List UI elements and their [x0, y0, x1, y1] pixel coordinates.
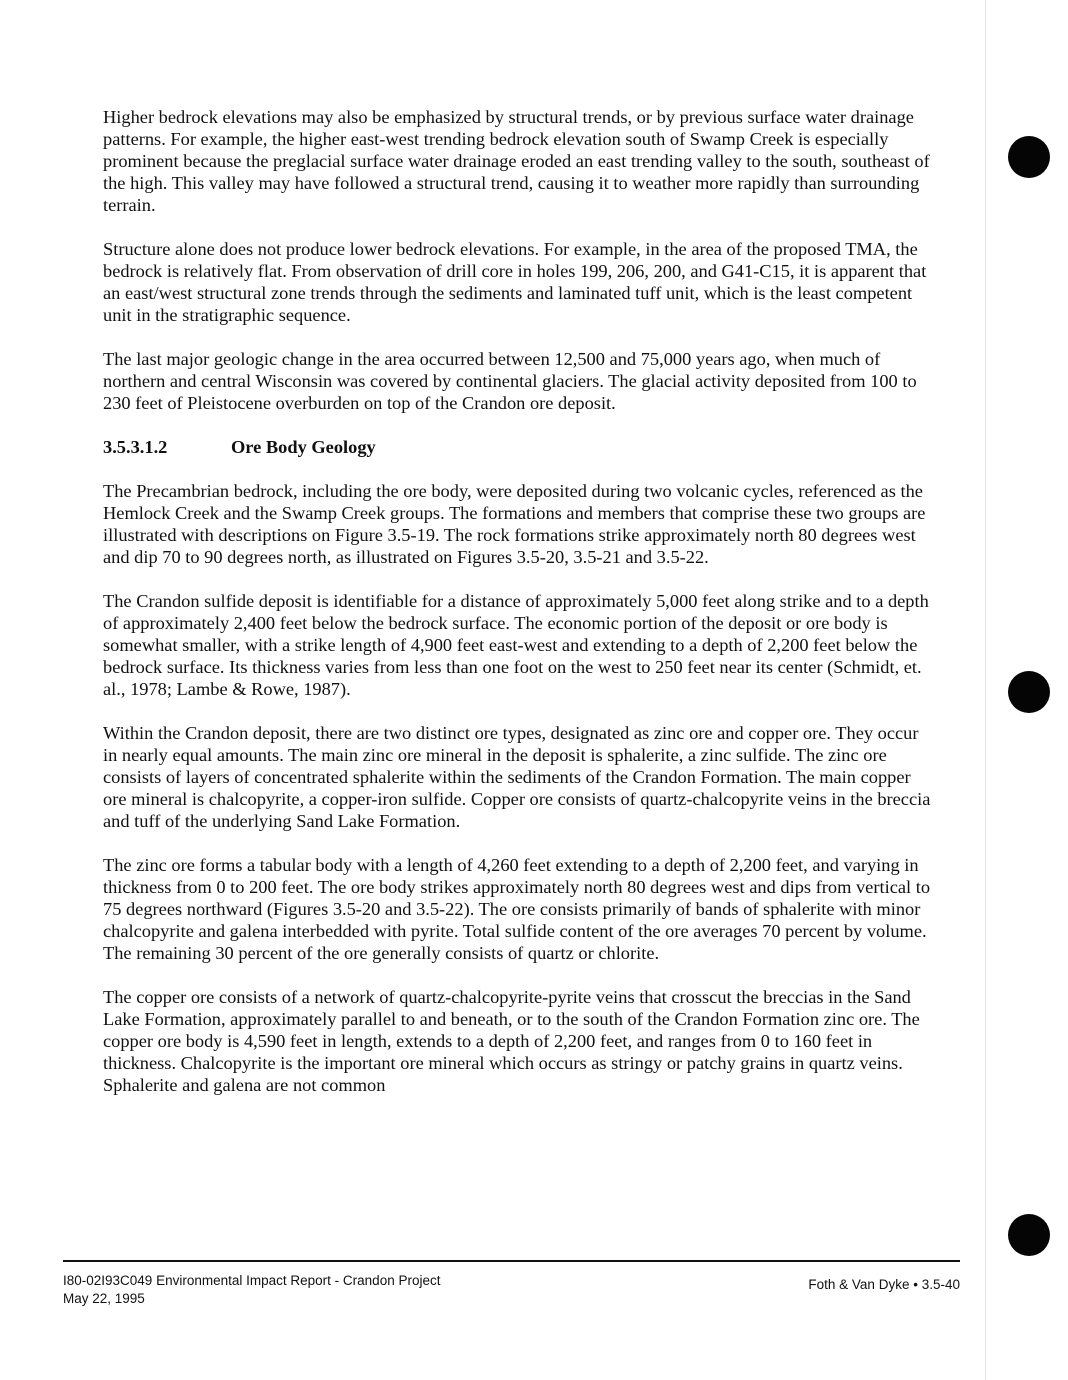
footer-separator: •: [913, 1277, 918, 1292]
paragraph-sulfide-deposit: The Crandon sulfide deposit is identifiable for a distance of approximately 5,000 feet along strike and to a depth of approximately 2,400 feet below the bedrock surface. The economic portion of the deposit or ore body is somewhat smaller, with a strike length of 4,900 feet east-west and extending to a depth of 2,200 feet below the bedrock surface. Its thickness varies from less than one foot on the west to 250 feet near its center (Schmidt, et. al., 1978; Lambe & Rowe, 1987).: [103, 591, 929, 699]
paragraph-precambrian-bedrock: The Precambrian bedrock, including the ore body, were deposited during two volcanic cycles, referenced as the Hemlock Creek and the Swamp Creek groups. The formations and members that comprise these two groups are illustrated with descriptions on Figure 3.5-19. The rock formations strike approximately north 80 degrees west and dip 70 to 90 degrees north, as illustrated on Figures 3.5-20, 3.5-21 and 3.5-22.: [103, 481, 926, 567]
section-heading: [103, 436, 933, 458]
footer-doc-title: Environmental Impact Report - Crandon Project: [156, 1273, 441, 1288]
footer-page-number: 3.5-40: [921, 1277, 960, 1292]
paragraph-bedrock-elevations: Higher bedrock elevations may also be emphasized by structural trends, or by previous surface water drainage patterns. For example, the higher east-west trending bedrock elevation south of Swamp Creek is especially prominent because the preglacial surface water drainage eroded an east trending valley to the south, southeast of the high. This valley may have followed a structural trend, causing it to weather more rapidly than surrounding terrain.: [103, 107, 930, 215]
page-body: [103, 106, 933, 1118]
paragraph-glacial-change: The last major geologic change in the area occurred between 12,500 and 75,000 years ago, when much of northern and central Wisconsin was covered by continental glaciers. The glacial activity deposited from 100 to 230 feet of Pleistocene overburden on top of the Crandon ore deposit.: [103, 349, 917, 413]
punch-hole-top: [1008, 136, 1050, 178]
footer-right: [808, 1276, 960, 1294]
paragraph-copper-ore: The copper ore consists of a network of quartz-chalcopyrite-pyrite veins that crosscut the breccias in the Sand Lake Formation, approximately parallel to and beneath, or to the south of the Crandon Formation zinc ore. The copper ore body is 4,590 feet in length, extends to a depth of 2,200 feet, and ranges from 0 to 160 feet in thickness. Chalcopyrite is the important ore mineral which occurs as stringy or patchy grains in quartz veins. Sphalerite and galena are not common: [103, 987, 920, 1095]
section-number: 3.5.3.1.2: [103, 437, 168, 457]
footer-left: [63, 1272, 440, 1308]
scan-edge: [985, 0, 986, 1380]
paragraph-structure: Structure alone does not produce lower bedrock elevations. For example, in the area of the proposed TMA, the bedrock is relatively flat. From observation of drill core in holes 199, 206, 200, and G41-C15, it is apparent that an east/west structural zone trends through the sediments and laminated tuff unit, which is the least competent unit in the stratigraphic sequence.: [103, 239, 927, 325]
section-title: Ore Body Geology: [231, 437, 376, 457]
footer-company: Foth & Van Dyke: [808, 1277, 910, 1292]
footer-rule: [63, 1260, 960, 1262]
punch-hole-middle: [1008, 671, 1050, 713]
footer-date: May 22, 1995: [63, 1291, 145, 1306]
punch-hole-bottom: [1008, 1214, 1050, 1256]
footer-doc-id: I80-02I93C049: [63, 1273, 153, 1288]
paragraph-zinc-ore: The zinc ore forms a tabular body with a length of 4,260 feet extending to a depth of 2,200 feet, and varying in thickness from 0 to 200 feet. The ore body strikes approximately north 80 degrees west and dips from vertical to 75 degrees northward (Figures 3.5-20 and 3.5-22). The ore consists primarily of bands of sphalerite with minor chalcopyrite and galena interbedded with pyrite. Total sulfide content of the ore averages 70 percent by volume. The remaining 30 percent of the ore generally consists of quartz or chlorite.: [103, 855, 931, 963]
paragraph-ore-types: Within the Crandon deposit, there are two distinct ore types, designated as zinc ore and copper ore. They occur in nearly equal amounts. The main zinc ore mineral in the deposit is sphalerite, a zinc sulfide. The zinc ore consists of layers of concentrated sphalerite within the sediments of the Crandon Formation. The main copper ore mineral is chalcopyrite, a copper-iron sulfide. Copper ore consists of quartz-chalcopyrite veins in the breccia and tuff of the underlying Sand Lake Formation.: [103, 723, 931, 831]
